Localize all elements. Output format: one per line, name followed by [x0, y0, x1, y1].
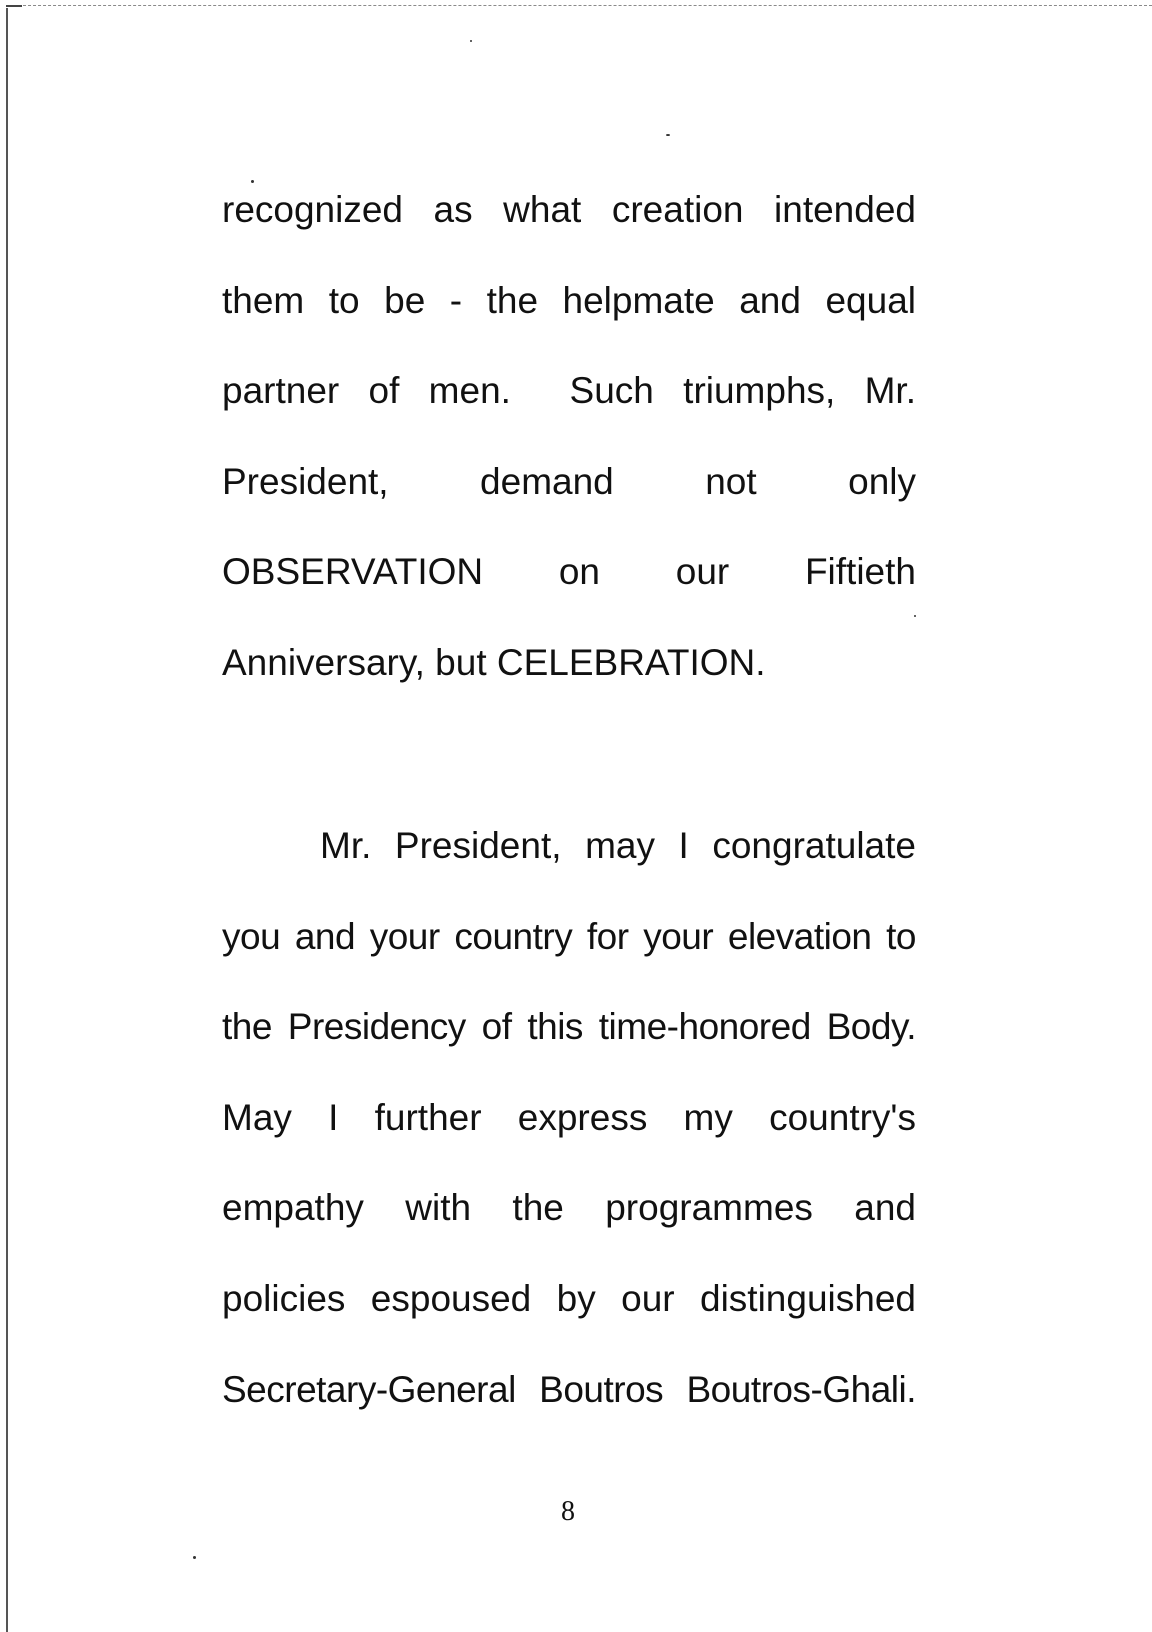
text-line: the Presidency of this time-honored Body. — [222, 1006, 916, 1048]
text-line: Mr. President, may I congratulate — [320, 825, 916, 866]
text-line: Secretary-General Boutros Boutros-Ghali. — [222, 1368, 916, 1410]
page-number: 8 — [561, 1496, 575, 1527]
text-line: May I further express my country's — [222, 1096, 916, 1138]
text-line: President, demand not only — [222, 460, 916, 502]
text-line: them to be - the helpmate and equal — [222, 279, 916, 321]
scan-left-edge — [6, 8, 8, 1632]
scan-speck — [666, 134, 670, 136]
text-line: recognized as what creation intended — [222, 189, 916, 230]
paragraph-1 — [222, 165, 916, 709]
text-line: OBSERVATION on our Fiftieth — [222, 551, 916, 593]
scan-speck — [470, 40, 472, 42]
text-line: partner of men. Such triumphs, Mr. — [222, 370, 916, 412]
scan-top-edge — [8, 5, 1152, 6]
scan-corner-mark — [6, 5, 22, 7]
text-line: empathy with the programmes and — [222, 1187, 916, 1229]
text-line: policies espoused by our distinguished — [222, 1277, 916, 1319]
scan-speck — [193, 1556, 196, 1559]
paragraph-2 — [222, 801, 916, 1435]
text-line: you and your country for your elevation to — [222, 915, 916, 957]
text-line: Anniversary, but CELEBRATION. — [222, 641, 766, 683]
